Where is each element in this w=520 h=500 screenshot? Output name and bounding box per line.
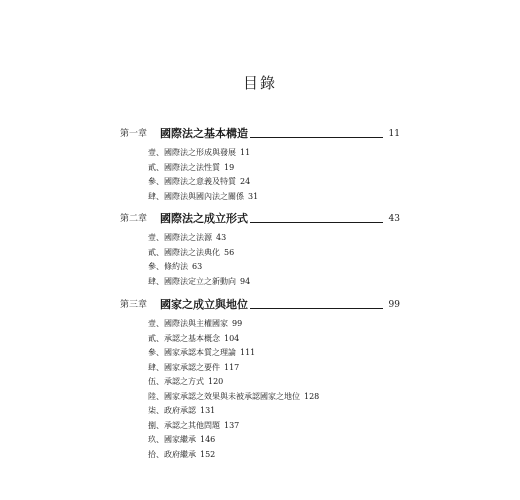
section-label: 壹、國際法之法源 [148, 233, 212, 242]
section-label: 參、國家承認本質之理論 [148, 348, 236, 357]
section-page: 94 [240, 276, 251, 286]
section-label: 捌、承認之其他問題 [148, 420, 220, 430]
section-page: 128 [304, 391, 320, 401]
chapter-title: 國家之成立與地位 [160, 298, 248, 311]
section-item [148, 260, 400, 275]
leader-rule [250, 137, 383, 138]
section-item [148, 161, 400, 176]
section-label: 貳、國際法之法典化 [148, 247, 220, 257]
section-page: 43 [216, 233, 227, 242]
section-item [148, 390, 400, 405]
section-label: 肆、國際法定立之新動向 [148, 276, 236, 286]
section-page: 152 [200, 449, 216, 459]
section-item [148, 275, 400, 290]
chapter-page: 99 [388, 300, 400, 310]
section-label: 貳、承認之基本概念 [148, 333, 220, 343]
chapter-heading [120, 295, 400, 311]
section-item [148, 433, 400, 448]
leader-rule [250, 222, 383, 223]
leader-rule [250, 308, 383, 309]
section-page: 104 [224, 333, 240, 343]
section-page: 137 [224, 420, 240, 430]
section-page: 131 [200, 406, 216, 415]
section-page: 117 [224, 362, 240, 372]
chapter-3 [120, 295, 400, 462]
section-list [148, 231, 400, 289]
section-label: 拾、政府繼承 [148, 449, 196, 459]
chapter-page: 43 [388, 214, 400, 224]
section-page: 146 [200, 435, 216, 444]
chapter-heading [120, 124, 400, 140]
section-page: 99 [232, 319, 243, 328]
chapter-number: 第三章 [120, 300, 148, 310]
section-label: 肆、國際法與國內法之關係 [148, 191, 244, 201]
chapter-page: 11 [388, 129, 400, 139]
section-page: 31 [248, 191, 259, 201]
chapter-number: 第一章 [120, 129, 148, 139]
section-page: 63 [192, 262, 203, 271]
section-label: 伍、承認之方式 [148, 377, 204, 386]
section-item [148, 332, 400, 347]
section-page: 24 [240, 177, 251, 186]
chapter-title: 國際法之基本構造 [160, 127, 248, 140]
section-item [148, 246, 400, 261]
section-item [148, 175, 400, 190]
section-item [148, 231, 400, 246]
section-label: 壹、國際法與主權國家 [148, 319, 228, 328]
section-page: 111 [240, 348, 256, 357]
section-label: 肆、國家承認之要件 [148, 362, 220, 372]
section-item [148, 317, 400, 332]
chapter-title: 國際法之成立形式 [160, 212, 248, 225]
section-label: 陸、國家承認之效果與未被承認國家之地位 [148, 391, 300, 401]
section-item [148, 190, 400, 205]
section-list [148, 317, 400, 462]
section-label: 壹、國際法之形成與發展 [148, 148, 236, 157]
section-list [148, 146, 400, 204]
section-label: 參、國際法之意義及特質 [148, 177, 236, 186]
section-page: 11 [240, 148, 251, 157]
section-item [148, 448, 400, 463]
section-label: 玖、國家繼承 [148, 435, 196, 444]
section-item [148, 361, 400, 376]
section-page: 19 [224, 162, 235, 172]
section-item [148, 404, 400, 419]
chapter-1 [120, 124, 400, 204]
section-item [148, 146, 400, 161]
section-label: 參、條約法 [148, 262, 188, 271]
section-item [148, 346, 400, 361]
section-label: 貳、國際法之法性質 [148, 162, 220, 172]
chapter-2 [120, 209, 400, 289]
section-page: 56 [224, 247, 235, 257]
section-item [148, 375, 400, 390]
chapter-number: 第二章 [120, 214, 148, 224]
section-item [148, 419, 400, 434]
section-label: 柒、政府承認 [148, 406, 196, 415]
section-page: 120 [208, 377, 224, 386]
chapter-heading [120, 209, 400, 225]
page-title: 目錄 [242, 74, 277, 92]
